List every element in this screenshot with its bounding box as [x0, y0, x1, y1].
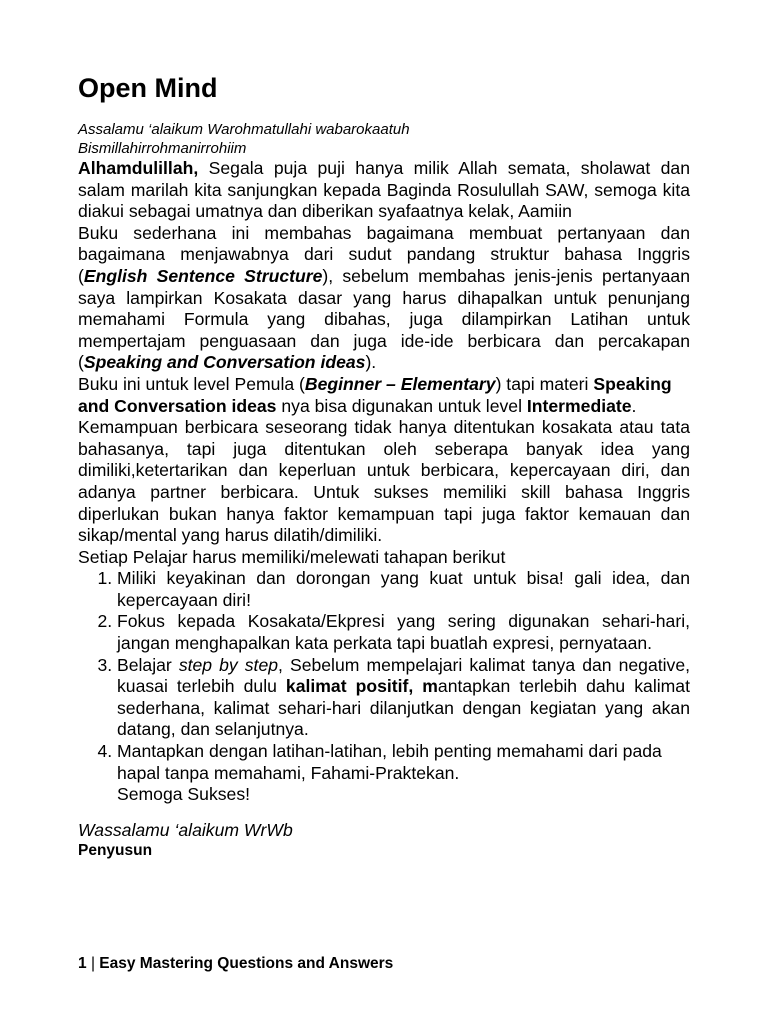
page-title: Open Mind [78, 73, 218, 103]
intro-bold: Alhamdulillah, [78, 158, 199, 178]
emphasis-level: Beginner – Elementary [304, 373, 496, 394]
bold-kalimat-positif: kalimat positif, m [285, 676, 438, 697]
page-footer [78, 954, 393, 974]
paragraph-book-description [78, 223, 690, 374]
text-run: Buku ini untuk level Pemula ( [78, 373, 305, 394]
text-run: nya bisa digunakan untuk level [276, 395, 527, 416]
bold-speaking-ideas: Speaking and Conversation ideas [78, 373, 672, 416]
author-label: Penyusun [78, 841, 153, 859]
emphasis-speaking-ideas: Speaking and Conversation ideas [83, 352, 366, 373]
closing-greeting: Wassalamu ‘alaikum WrWb [78, 819, 293, 840]
intro-text: Segala puja puji hanya milik Allah semata, sholawat dan salam marilah kita sanjungkan kepada Baginda Rosulullah SAW, semoga kita diakui sebagai umatnya dan diberikan syafaatnya kelak, Aamiin [78, 158, 690, 222]
paragraph-steps-intro: Setiap Pelajar harus memiliki/melewati tahapan berikut [78, 546, 506, 567]
text-run: ). [365, 352, 377, 373]
list-item [117, 655, 690, 741]
text-run: Belajar [117, 654, 179, 675]
paragraph-level [78, 374, 690, 417]
text-run: ) tapi materi [495, 373, 594, 394]
list-item: 1. Miliki keyakinan dan dorongan yang kuat untuk bisa! gali idea, dan kepercayaan diri! [117, 568, 690, 611]
text-run: , Sebelum mempelajari kalimat tanya dan negative, kuasai terlebih dulu [117, 654, 691, 697]
text-run: Buku sederhana ini membahas bagaimana membuat pertanyaan dan bagaimana menjawabnya dari sudut pandang struktur bahasa Inggris ( [78, 222, 690, 286]
emphasis-step-by-step: step by step [178, 654, 279, 675]
list-item: 4. Mantapkan dengan latihan-latihan, lebih penting memahami dari pada hapal tanpa memahami, Fahami-Praktekan. [117, 741, 690, 784]
emphasis-english-sentence-structure: English Sentence Structure [83, 265, 323, 286]
steps-list [78, 568, 690, 784]
list-item: 2. Fokus kepada Kosakata/Ekpresi yang sering digunakan sehari-hari, jangan menghapalkan kata perkata tapi buatlah expresi, pernyataan. [117, 611, 690, 654]
page-number: 1 [78, 955, 87, 972]
bold-intermediate: Intermediate [526, 395, 632, 416]
opening-greeting: Assalamu ‘alaikum Warohmatullahi wabarokaatuh [78, 121, 410, 138]
book-title: Easy Mastering Questions and Answers [99, 955, 394, 972]
footer-separator: | [90, 955, 95, 972]
document-page [78, 72, 690, 861]
text-run: . [631, 395, 637, 416]
text-run: antapkan terlebih dahu kalimat sederhana, kalimat sehari-hari dilanjutkan dengan kegiatan yang akan datang, dan selanjutnya. [117, 676, 690, 740]
paragraph-ability: Kemampuan berbicara seseorang tidak hanya ditentukan kosakata atau tata bahasanya, tapi juga ditentukan oleh seberapa banyak idea yang dimiliki,ketertarikan dan keperluan untuk berbicara, kepercayaan diri, dan adanya partner berbicara. Untuk sukses memiliki skill bahasa Inggris diperlukan bukan hanya faktor kemampuan tapi juga faktor kemauan dan sikap/mental yang harus dilatih/dimiliki. [78, 417, 690, 546]
basmalah: Bismillahirrohmanirrohiim [78, 140, 247, 157]
paragraph-intro [78, 158, 690, 223]
closing-wish: Semoga Sukses! [117, 784, 251, 805]
text-run: ), sebelum membahas jenis-jenis pertanyaan saya lampirkan Kosakata dasar yang harus dihapalkan untuk penunjang memahami Formula yang dibahas, juga dilampirkan Latihan untuk mempertajam penguasaan dan juga ide-ide berbicara dan percakapan ( [78, 265, 690, 373]
